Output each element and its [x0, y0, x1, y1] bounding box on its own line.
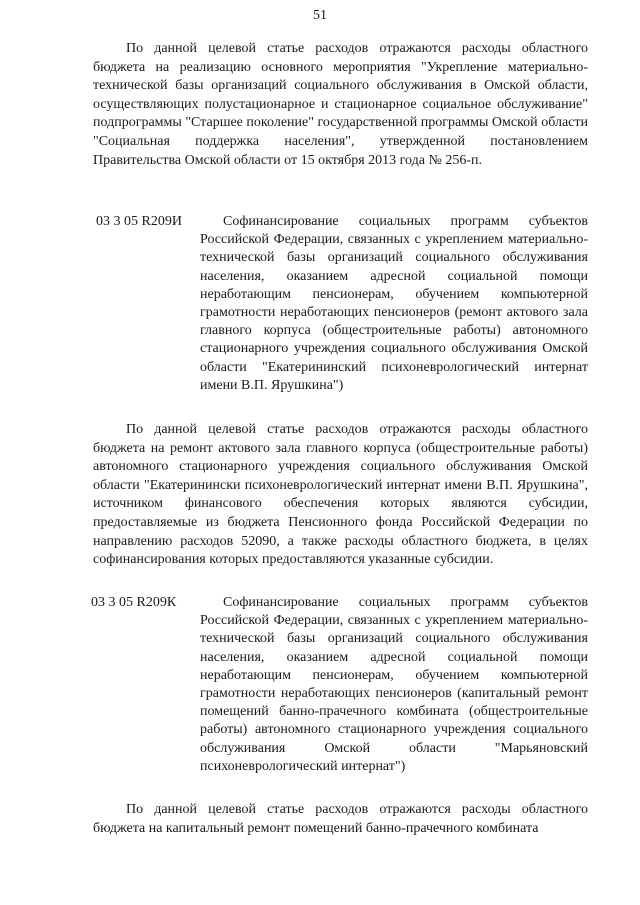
body-paragraph-2: По данной целевой статье расходов отражаются расходы областного бюджета на ремонт актового зала главного корпуса (общестроительные работы) автономного стационарного учреждения социального обслуживания Омской области "Екатеринински психоневрологический интернат имени В.П. Ярушкина", источником финансового обеспечения которых являются субсидии, предоставляемые из бюджета Пенсионного фонда Российской Федерации по направлению расходов 52090, а также расходы областного бюджета, в целях софинансирования которых предоставляются указанные субсидии.: [93, 422, 588, 568]
body-paragraph-1: По данной целевой статье расходов отражаются расходы областного бюджета на реализацию основного мероприятия "Укрепление материально-технической базы организаций социального обслуживания в Омской области, осуществляющих полустационарное и стационарное социальное обслуживание" подпрограммы "Старшее поколение" государственной программы Омской области "Социальная поддержка населения", утвержденной постановлением Правительства Омской области от 15 октября 2013 года № 256-п.: [93, 41, 588, 168]
page-number: 51: [313, 8, 327, 23]
body-paragraph-3: По данной целевой статье расходов отражаются расходы областного бюджета на капитальный ремонт помещений банно-прачечного комбината: [93, 802, 588, 836]
budget-code-1: 03 3 05 R209И: [96, 214, 182, 229]
budget-code-description-2: Софинансирование социальных программ субъектов Российской Федерации, связанных с укреплением материально-технической базы организаций социального обслуживания населения, оказанием адресной социальной помощи неработающим пенсионерам, обучением компьютерной грамотности неработающих пенсионеров (капитальный ремонт помещений банно-прачечного комбината (общестроительные работы) автономного стационарного учреждения социального обслуживания Омской области "Марьяновский психоневрологический интернат"): [200, 595, 588, 774]
budget-code-2: 03 3 05 R209К: [91, 595, 177, 610]
budget-code-description-1: Софинансирование социальных программ субъектов Российской Федерации, связанных с укреплением материально-технической базы организаций социального обслуживания населения, оказанием адресной социальной помощи неработающим пенсионерам, обучением компьютерной грамотности неработающих пенсионеров (ремонт актового зала главного корпуса (общестроительные работы) автономного стационарного учреждения социального обслуживания Омской области "Екатерининский психоневрологический интернат имени В.П. Ярушкина"): [200, 214, 588, 393]
